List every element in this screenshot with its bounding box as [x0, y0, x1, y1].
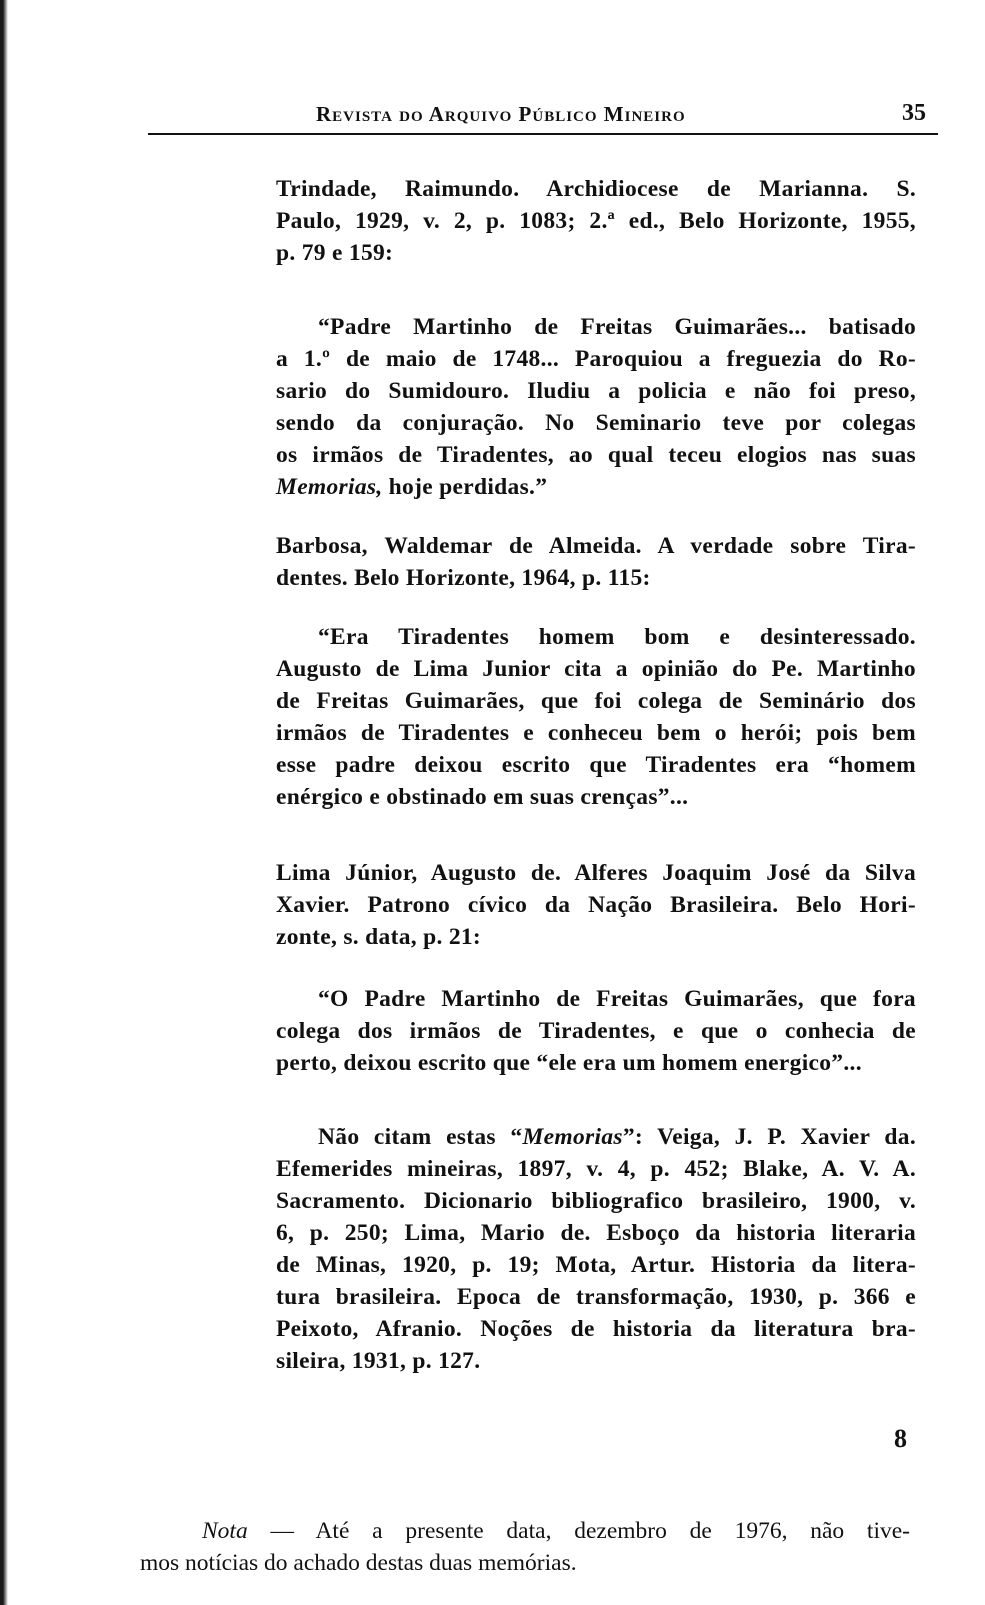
header-rule: [148, 133, 938, 135]
italic-title: Memorias,: [276, 474, 383, 500]
quote-lima-junior: [276, 983, 916, 1079]
text-line: Xavier. Patrono cívico da Nação Brasileira. Belo Hori-: [276, 892, 916, 918]
text-line: “Padre Martinho de Freitas Guimarães... batisado: [318, 314, 916, 340]
text-fragment: ”: Veiga, J. P. Xavier da.: [622, 1124, 916, 1150]
page-number: 35: [902, 100, 926, 126]
text-line: irmãos de Tiradentes e conheceu bem o herói; pois bem: [276, 720, 916, 746]
text-line: Paulo, 1929, v. 2, p. 1083; 2.ª ed., Belo Horizonte, 1955,: [276, 208, 916, 234]
text-line: p. 79 e 159:: [276, 240, 394, 266]
journal-title: Revista do Arquivo Público Mineiro: [316, 102, 686, 126]
text-line: de Minas, 1920, p. 19; Mota, Artur. Historia da litera-: [276, 1252, 916, 1278]
text-line: perto, deixou escrito que “ele era um homem energico”...: [276, 1050, 862, 1076]
text-line: Barbosa, Waldemar de Almeida. A verdade sobre Tira-: [276, 533, 916, 559]
text-line: colega dos irmãos de Tiradentes, e que o conhecia de: [276, 1018, 916, 1044]
reference-lima-junior: [276, 857, 916, 953]
text-line: “Era Tiradentes homem bom e desinteressado.: [318, 624, 916, 650]
text-line: de Freitas Guimarães, que foi colega de Seminário dos: [276, 688, 916, 714]
text-line: sario do Sumidouro. Iludiu a policia e não foi preso,: [276, 378, 916, 404]
text-fragment: hoje perdidas.”: [382, 474, 548, 500]
text-line: os irmãos de Tiradentes, ao qual teceu elogios nas suas: [276, 442, 916, 468]
text-line: sileira, 1931, p. 127.: [276, 1348, 481, 1374]
text-line: enérgico e obstinado em suas crenças”...: [276, 784, 689, 810]
text-line: Lima Júnior, Augusto de. Alferes Joaquim José da Silva: [276, 860, 916, 886]
quote-barbosa: [276, 621, 916, 813]
reference-trindade: [276, 173, 916, 269]
text-line: Trindade, Raimundo. Archidiocese de Marianna. S.: [276, 176, 916, 202]
text-line: [276, 471, 916, 503]
section-number: 8: [894, 1424, 907, 1453]
text-line: a 1.º de maio de 1748... Paroquiou a freguezia do Ro-: [276, 346, 916, 372]
text-line: “O Padre Martinho de Freitas Guimarães, que fora: [318, 986, 916, 1012]
text-line: zonte, s. data, p. 21:: [276, 924, 482, 950]
scan-edge: [0, 0, 12, 1605]
text-line: Sacramento. Dicionario bibliografico brasileiro, 1900, v.: [276, 1188, 916, 1214]
text-line: dentes. Belo Horizonte, 1964, p. 115:: [276, 565, 651, 591]
text-line: Augusto de Lima Junior cita a opinião do Pe. Martinho: [276, 656, 916, 682]
footnote: [140, 1515, 910, 1579]
text-line: sendo da conjuração. No Seminario teve por colegas: [276, 410, 916, 436]
other-references: [276, 1121, 916, 1377]
running-header: [148, 98, 938, 138]
text-line: Efemerides mineiras, 1897, v. 4, p. 452; Blake, A. V. A.: [276, 1156, 916, 1182]
reference-barbosa: [276, 530, 916, 594]
text-line: esse padre deixou escrito que Tiradentes era “homem: [276, 752, 916, 778]
text-line: tura brasileira. Epoca de transformação, 1930, p. 366 e: [276, 1284, 916, 1310]
footnote-line: [140, 1515, 910, 1547]
text-fragment: Não citam estas “: [318, 1124, 523, 1150]
quote-trindade: [276, 311, 916, 503]
text-fragment: — Até a presente data, dezembro de 1976, não tive-: [247, 1518, 910, 1544]
italic-title: Memorias: [522, 1124, 623, 1150]
text-line: Peixoto, Afranio. Noções de historia da literatura bra-: [276, 1316, 916, 1342]
footnote-line: mos notícias do achado destas duas memórias.: [140, 1550, 577, 1576]
text-line: 6, p. 250; Lima, Mario de. Esboço da historia literaria: [276, 1220, 916, 1246]
footnote-label: Nota: [202, 1518, 248, 1544]
text-line: [276, 1121, 916, 1153]
